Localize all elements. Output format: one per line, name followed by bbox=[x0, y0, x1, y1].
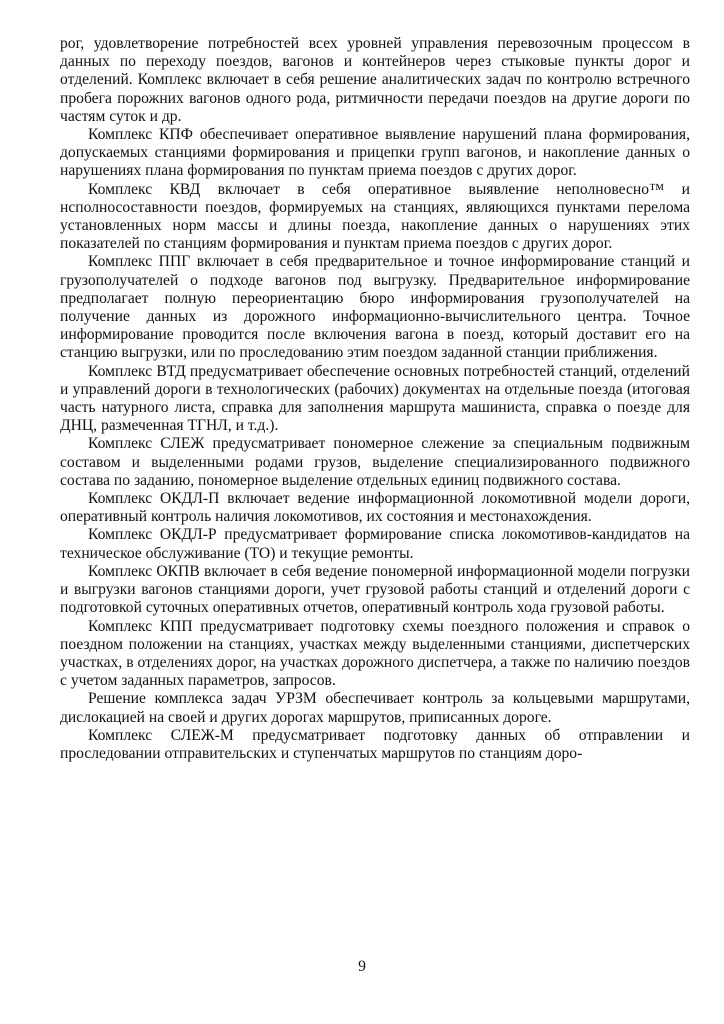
paragraph-ppg: Комплекс ППГ включает в себя предварительное и точное информирование станций и грузополучателей о подходе вагонов под выгрузку. Предварительное информирование предполагает полную переориентацию бюро информирования грузополучателей на получение данных из дорожного информационно-вычислительного центра. Точное информирование проводится после включения вагона в поезд, который доставит его на станцию выгрузки, или по проследованию этим поездом заданной станции приближения. bbox=[60, 253, 690, 362]
paragraph-urzm: Решение комплекса задач УРЗМ обеспечивает контроль за кольцевыми маршрутами, дислокацией на своей и других дорогах маршрутов, приписанных дороге. bbox=[60, 690, 690, 726]
paragraph-kvd: Комплекс КВД включает в себя оперативное выявление неполновесно™ и нсполносоставности поездов, формируемых на станциях, являющихся пунктами перелома установленных норм массы и длины поезда, накопление данных о нарушениях этих показателей по станциям формирования и пунктам приема поездов с других дорог. bbox=[60, 180, 690, 253]
paragraph-kpp: Комплекс КПП предусматривает подготовку схемы поездного положения и справок о поездном положении на станциях, участках между выделенными станциями, диспетчерских участках, в отделениях дорог, на участках дорожного диспетчера, а также по наличию поездов с учетом заданных параметров, запросов. bbox=[60, 617, 690, 690]
page-number: 9 bbox=[358, 958, 366, 975]
paragraph-vtd: Комплекс ВТД предусматривает обеспечение основных потребностей станций, отделений и управлений дороги в технологических (рабочих) документах на отдельные поезда (итоговая часть натурного листа, справка для заполнения маршрута машиниста, справка о поезде для ДНЦ, размеченная ТГНЛ, и т.д.). bbox=[60, 362, 690, 435]
document-body bbox=[60, 35, 690, 763]
paragraph-continuation: рог, удовлетворение потребностей всех уровней управления перевозочным процессом в данных по переходу поездов, вагонов и контейнеров через стыковые пункты дорог и отделений. Комплекс включает в себя решение аналитических задач по контролю встречного пробега порожних вагонов одного рода, ритмичности передачи поездов на другие дороги по частям суток и др. bbox=[60, 35, 690, 125]
paragraph-okpv: Комплекс ОКПВ включает в себя ведение пономерной информационной модели погрузки и выгрузки вагонов станциями дороги, учет грузовой работы станций и отделений дороги с подготовкой суточных оперативных отчетов, оперативный контроль хода грузовой работы. bbox=[60, 562, 690, 617]
paragraph-okdl-p: Комплекс ОКДЛ-П включает ведение информационной локомотивной модели дороги, оперативный контроль наличия локомотивов, их состояния и местонахождения. bbox=[60, 490, 690, 526]
paragraph-slezh: Комплекс СЛЕЖ предусматривает пономерное слежение за специальным подвижным составом и выделенными родами грузов, выделение специализированного подвижного состава по заданию, пономерное выделение отдельных единиц подвижного состава. bbox=[60, 435, 690, 489]
paragraph-okdl-r: Комплекс ОКДЛ-Р предусматривает формирование списка локомотивов-кандидатов на техническое обслуживание (ТО) и текущие ремонты. bbox=[60, 526, 690, 562]
paragraph-kpf: Комплекс КПФ обеспечивает оперативное выявление нарушений плана формирования, допускаемых станциями формирования и прицепки групп вагонов, и накопление данных о нарушениях плана формирования по пунктам приема поездов с других дорог. bbox=[60, 126, 690, 180]
paragraph-slezh-m: Комплекс СЛЕЖ-М предусматривает подготовку данных об отправлении и проследовании отправительских и ступенчатых маршрутов по станциям доро- bbox=[60, 726, 690, 762]
